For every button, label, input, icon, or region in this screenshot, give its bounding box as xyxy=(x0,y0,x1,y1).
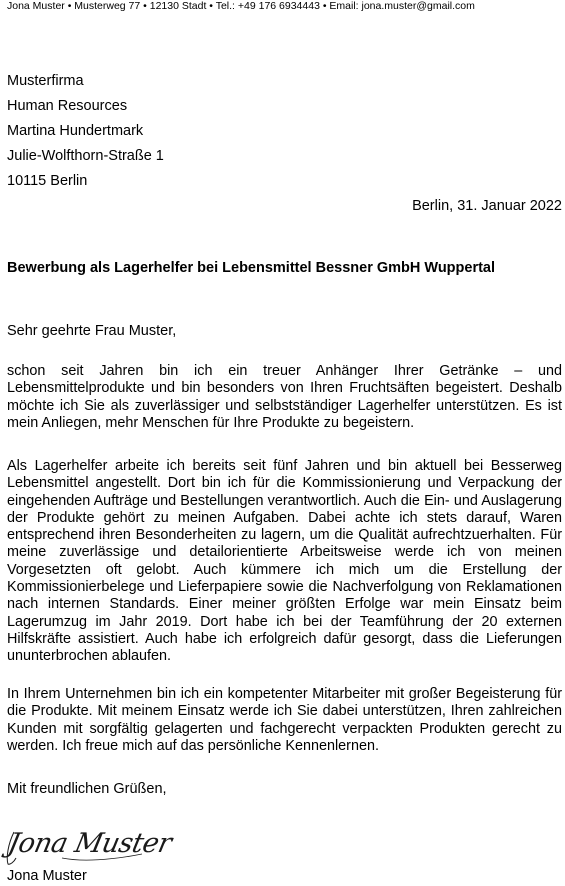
body-paragraph-1: schon seit Jahren bin ich ein treuer Anhänger Ihrer Getränke – und Lebensmittelprodukte und bin besonders von Ihren Fruchtsäften begeistert. Deshalb möchte ich Sie als zuverlässiger und selbstständiger Lagerhelfer unterstützen. Es ist mein Anliegen, mehr Menschen für Ihre Produkte zu begeistern. xyxy=(7,363,562,431)
letter-date: Berlin, 31. Januar 2022 xyxy=(412,198,562,214)
sender-header-line: Jona Muster • Musterweg 77 • 12130 Stadt • Tel.: +49 176 6934443 • Email: jona.muster@gmail.com xyxy=(7,0,475,12)
body-paragraph-3: In Ihrem Unternehmen bin ich ein kompetenter Mitarbeiter mit großer Begeisterung für die Produkte. Mit meinem Einsatz werde ich Sie dabei unterstützen, Ihren zahlreichen Kunden mit sorgfältig gelagerten und fachgerecht verpackten Produkten gerecht zu werden. Ich freue mich auf das persönliche Kennenlernen. xyxy=(7,686,562,754)
svg-text:Jona Muster: Jona Muster xyxy=(5,828,175,859)
recipient-department: Human Resources xyxy=(7,98,128,114)
signer-name: Jona Muster xyxy=(7,868,87,884)
closing-phrase: Mit freundlichen Grüßen, xyxy=(7,781,167,797)
recipient-company: Musterfirma xyxy=(7,73,84,89)
handwritten-signature xyxy=(2,818,175,868)
body-paragraph-2: Als Lagerhelfer arbeite ich bereits seit fünf Jahren und bin aktuell bei Besserweg Lebensmittel angestellt. Dort bin ich für die Kommissionierung und Verpackung der eingehenden Aufträge und Bestellungen verantwortlich. Auch die Ein- und Auslagerung der Produkte gehört zu meinen Aufgaben. Dabei achte ich stets darauf, Waren entsprechend ihren Besonderheiten zu lagern, um die Qualität aufrechtzuerhalten. Für meine zuverlässige und detailorientierte Arbeitsweise werde ich von meinen Vorgesetzten oft gelobt. Auch kümmere ich mich um die Erstellung der Kommissionierbelege und Lieferpapiere sowie die Nachverfolgung von Reklamationen nach internen Standards. Einer meiner größten Erfolge war mein Einsatz beim Lagerumzug im Jahr 2019. Dort habe ich bei der Teamführung der 20 externen Hilfskräfte assistiert. Auch habe ich erfolgreich dafür gesorgt, dass die Lieferungen ununterbrochen ablaufen. xyxy=(7,458,562,665)
recipient-city: 10115 Berlin xyxy=(7,173,88,189)
recipient-contact: Martina Hundertmark xyxy=(7,123,144,139)
recipient-address xyxy=(7,69,164,194)
recipient-street: Julie-Wolfthorn-Straße 1 xyxy=(7,148,164,164)
letter-subject: Bewerbung als Lagerhelfer bei Lebensmittel Bessner GmbH Wuppertal xyxy=(7,260,496,276)
salutation: Sehr geehrte Frau Muster, xyxy=(7,323,177,339)
